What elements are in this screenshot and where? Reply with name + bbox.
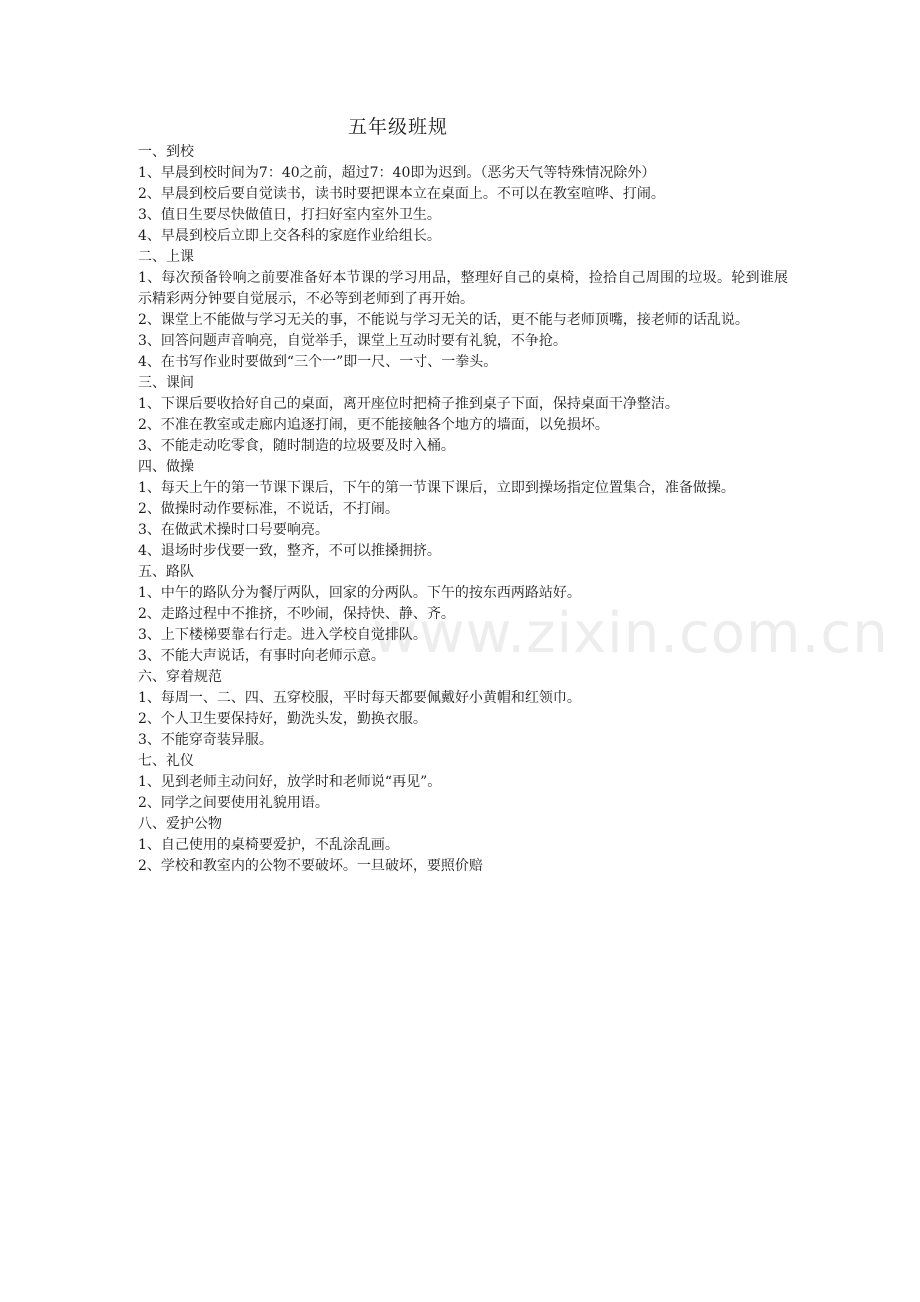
rule-item: 1、下课后要收拾好自己的桌面，离开座位时把椅子推到桌子下面，保持桌面干净整洁。 — [138, 396, 679, 412]
rule-item: 1、早晨到校时间为7：40之前，超过7：40即为迟到。（恶劣天气等特殊情况除外） — [138, 165, 656, 181]
rule-list — [138, 268, 788, 373]
section-heading: 三、课间 — [138, 375, 194, 391]
rule-item: 1、每周一、二、四、五穿校服，平时每天都要佩戴好小黄帽和红领巾。 — [138, 690, 581, 706]
rule-item: 3、不能走动吃零食，随时制造的垃圾要及时入桶。 — [138, 438, 455, 454]
rule-list — [138, 772, 788, 814]
rule-list — [138, 163, 788, 247]
rule-item: 2、课堂上不能做与学习无关的事，不能说与学习无关的话，更不能与老师顶嘴，接老师的话乱说。 — [138, 312, 749, 328]
section-heading: 四、做操 — [138, 459, 194, 475]
section-heading: 一、到校 — [138, 144, 194, 160]
rule-item: 4、早晨到校后立即上交各科的家庭作业给组长。 — [138, 228, 441, 244]
rule-item: 2、学校和教室内的公物不要破坏。一旦破坏，要照价赔 — [138, 858, 483, 874]
rule-item: 1、自己使用的桌椅要爱护，不乱涂乱画。 — [138, 837, 399, 853]
rule-item: 2、走路过程中不推挤，不吵闹，保持快、静、齐。 — [138, 606, 455, 622]
rule-item: 1、中午的路队分为餐厅两队，回家的分两队。下午的按东西两路站好。 — [138, 585, 581, 601]
rule-item: 2、同学之间要使用礼貌用语。 — [138, 795, 329, 811]
rule-item: 2、早晨到校后要自觉读书，读书时要把课本立在桌面上。不可以在教室喧哗、打闹。 — [138, 186, 665, 202]
rule-section — [138, 562, 788, 667]
rule-list — [138, 394, 788, 457]
rule-list — [138, 835, 788, 877]
rule-item: 2、不准在教室或走廊内追逐打闹，更不能接触各个地方的墙面，以免损坏。 — [138, 417, 609, 433]
rule-item: 2、做操时动作要标准，不说话，不打闹。 — [138, 501, 399, 517]
rule-list — [138, 688, 788, 751]
rule-list — [138, 583, 788, 667]
rule-item: 3、上下楼梯要靠右行走。进入学校自觉排队。 — [138, 627, 427, 643]
rule-item: 3、值日生要尽快做值日，打扫好室内室外卫生。 — [138, 207, 441, 223]
rule-section — [138, 247, 788, 373]
document-title: 五年级班规 — [348, 116, 449, 138]
rule-item: 3、在做武术操时口号要响亮。 — [138, 522, 329, 538]
rule-section — [138, 667, 788, 751]
rule-item: 1、每次预备铃响之前要准备好本节课的学习用品，整理好自己的桌椅，捡拾自己周围的垃圾。轮到谁展示精彩两分钟要自觉展示，不必等到老师到了再开始。 — [138, 270, 788, 307]
rule-item: 1、见到老师主动问好，放学时和老师说“再见”。 — [138, 774, 442, 790]
sections-container — [138, 142, 788, 877]
rule-item: 3、不能穿奇装异服。 — [138, 732, 273, 748]
rule-item: 1、每天上午的第一节课下课后，下午的第一节课下课后，立即到操场指定位置集合，准备做操。 — [138, 480, 735, 496]
rule-item: 3、回答问题声音响亮，自觉举手，课堂上互动时要有礼貌，不争抢。 — [138, 333, 567, 349]
rule-section — [138, 142, 788, 247]
section-heading: 五、路队 — [138, 564, 194, 580]
rule-section — [138, 751, 788, 814]
rule-section — [138, 814, 788, 877]
rule-item: 4、在书写作业时要做到“三个一”即一尺、一寸、一拳头。 — [138, 354, 498, 370]
watermark: www.zixin.com.cn — [372, 601, 889, 666]
rule-item: 3、不能大声说话，有事时向老师示意。 — [138, 648, 385, 664]
rule-section — [138, 457, 788, 562]
section-heading: 七、礼仪 — [138, 753, 194, 769]
rule-item: 2、个人卫生要保持好，勤洗头发，勤换衣服。 — [138, 711, 427, 727]
document-page — [138, 112, 788, 877]
rule-list — [138, 478, 788, 562]
section-heading: 六、穿着规范 — [138, 669, 222, 685]
rule-section — [138, 373, 788, 457]
rule-item: 4、退场时步伐要一致，整齐，不可以推搡拥挤。 — [138, 543, 441, 559]
section-heading: 八、爱护公物 — [138, 816, 222, 832]
section-heading: 二、上课 — [138, 249, 194, 265]
